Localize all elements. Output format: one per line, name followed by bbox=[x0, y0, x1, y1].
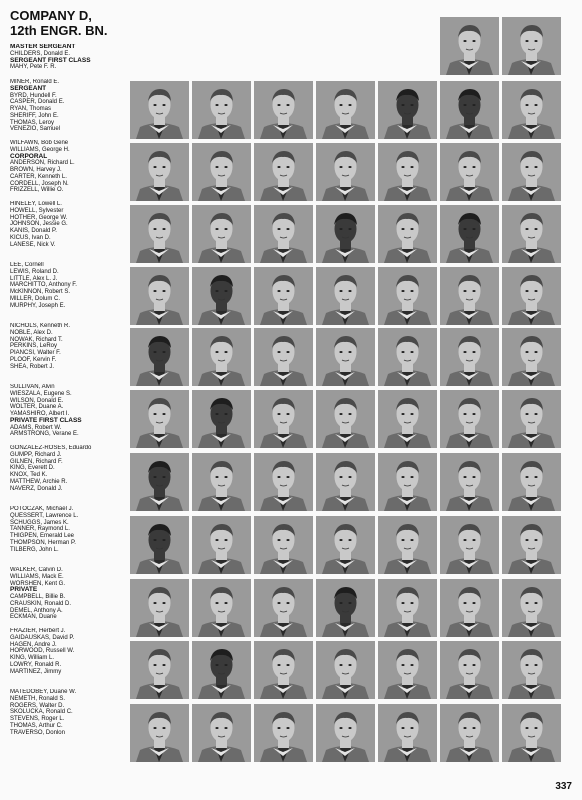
soldier-portrait bbox=[254, 205, 313, 263]
soldier-name: PLOOF, Kervin F. bbox=[10, 356, 57, 363]
soldier-name: GAIDAUSKAS, David P. bbox=[10, 634, 75, 641]
soldier-portrait bbox=[378, 143, 437, 201]
soldier-portrait bbox=[378, 267, 437, 325]
soldier-portrait bbox=[440, 579, 499, 637]
soldier-portrait bbox=[254, 390, 313, 448]
soldier-name: MATEDOBEY, Duane W. bbox=[10, 689, 77, 695]
soldier-name: MARCHITTO, Anthony F. bbox=[10, 282, 77, 289]
soldier-portrait bbox=[440, 453, 499, 511]
roster-group bbox=[10, 323, 128, 384]
soldier-portrait bbox=[254, 641, 313, 699]
soldier-name: CORDELL, Joseph N. bbox=[10, 180, 69, 187]
soldier-portrait bbox=[130, 328, 189, 386]
soldier-name: KING, Everett D. bbox=[10, 465, 55, 472]
soldier-name: CARTER, Kenneth L. bbox=[10, 173, 67, 180]
soldier-name: KNOX, Ted K. bbox=[10, 472, 48, 478]
roster-group bbox=[10, 384, 128, 445]
soldier-portrait bbox=[378, 579, 437, 637]
soldier-name: KANIS, Donald P. bbox=[10, 228, 57, 234]
roster-group bbox=[10, 262, 128, 323]
soldier-portrait bbox=[254, 453, 313, 511]
soldier-portrait bbox=[130, 390, 189, 448]
title-line-1: COMPANY D, bbox=[10, 8, 92, 23]
soldier-name: HOWELL, Sylvester bbox=[10, 207, 64, 214]
soldier-portrait bbox=[502, 641, 561, 699]
soldier-portrait bbox=[502, 516, 561, 574]
soldier-name: WILFAWN, Bob Gene bbox=[10, 140, 69, 146]
soldier-portrait bbox=[316, 641, 375, 699]
soldier-name: MINER, Ronald E. bbox=[10, 79, 60, 85]
rank-heading: SERGEANT FIRST CLASS bbox=[10, 56, 91, 64]
soldier-name: KING, William L. bbox=[10, 655, 55, 661]
soldier-portrait bbox=[192, 453, 251, 511]
soldier-portrait bbox=[192, 81, 251, 139]
roster-group bbox=[10, 79, 128, 140]
soldier-portrait bbox=[378, 516, 437, 574]
soldier-name: LITTLE, Alex L. J. bbox=[10, 275, 58, 282]
soldier-portrait bbox=[192, 205, 251, 263]
soldier-name: MILLER, Dolum C. bbox=[10, 295, 61, 302]
soldier-portrait bbox=[502, 17, 561, 75]
soldier-portrait bbox=[440, 17, 499, 75]
soldier-name: LANESE, Nick V. bbox=[10, 241, 56, 248]
soldier-portrait bbox=[440, 81, 499, 139]
roster-group bbox=[10, 567, 128, 628]
soldier-portrait bbox=[378, 453, 437, 511]
roster-name-list bbox=[10, 44, 128, 750]
soldier-portrait bbox=[378, 205, 437, 263]
soldier-portrait bbox=[192, 516, 251, 574]
soldier-name: THOMPSON, Herman P. bbox=[10, 539, 76, 546]
soldier-name: LOWRY, Ronald R. bbox=[10, 661, 62, 668]
soldier-name: CASPER, Donald E. bbox=[10, 99, 65, 106]
soldier-portrait bbox=[192, 328, 251, 386]
soldier-name: WIESZALA, Eugene S. bbox=[10, 390, 72, 397]
soldier-portrait bbox=[502, 81, 561, 139]
rank-heading: PRIVATE FIRST CLASS bbox=[10, 416, 82, 424]
company-title bbox=[10, 8, 108, 38]
soldier-portrait bbox=[502, 328, 561, 386]
soldier-portrait bbox=[254, 267, 313, 325]
soldier-portrait bbox=[130, 516, 189, 574]
soldier-portrait bbox=[316, 579, 375, 637]
soldier-name: BYRD, Hundell F. bbox=[10, 92, 57, 99]
soldier-portrait bbox=[502, 704, 561, 762]
soldier-name: JOHNSON, Jessie G. bbox=[10, 221, 68, 228]
soldier-name: WORSHEN, Kent G. bbox=[10, 580, 66, 587]
soldier-name: ADAMS, Robert W. bbox=[10, 424, 62, 431]
soldier-portrait bbox=[316, 516, 375, 574]
soldier-portrait bbox=[502, 579, 561, 637]
soldier-portrait bbox=[254, 81, 313, 139]
soldier-portrait bbox=[192, 390, 251, 448]
soldier-name: HINELEY, Lowell L. bbox=[10, 201, 62, 207]
soldier-portrait bbox=[378, 704, 437, 762]
soldier-portrait bbox=[502, 390, 561, 448]
soldier-name: VENEZIO, Samuel bbox=[10, 126, 61, 133]
soldier-name: McKINNON, Robert S. bbox=[10, 289, 71, 295]
page-number: 337 bbox=[555, 781, 572, 792]
soldier-name: WALKER, Calvin D. bbox=[10, 567, 63, 573]
soldier-name: NOBLE, Alex D. bbox=[10, 329, 53, 336]
soldier-name: SHEA, Robert J. bbox=[10, 363, 55, 370]
soldier-name: SKOLUCKA, Ronald C. bbox=[10, 709, 73, 716]
soldier-portrait bbox=[130, 267, 189, 325]
soldier-name: WILLIAMS, George H. bbox=[10, 146, 70, 153]
soldier-name: WILLIAMS, Mack E. bbox=[10, 573, 64, 580]
soldier-name: MARTINEZ, Jimmy bbox=[10, 668, 62, 675]
soldier-name: POTOCZAK, Michael J. bbox=[10, 506, 74, 512]
soldier-name: NAVERZ, Donald J. bbox=[10, 485, 63, 492]
soldier-portrait bbox=[254, 328, 313, 386]
soldier-name: CRAUSKIN, Ronald D. bbox=[10, 600, 72, 607]
soldier-portrait bbox=[254, 704, 313, 762]
soldier-portrait bbox=[378, 81, 437, 139]
soldier-name: RYAN, Thomas bbox=[10, 106, 52, 112]
soldier-name: ROGERS, Walter D. bbox=[10, 702, 65, 709]
soldier-name: SHERIFF, John E. bbox=[10, 112, 59, 119]
soldier-name: CHILDERS, Donald E. bbox=[10, 50, 71, 57]
soldier-portrait bbox=[378, 390, 437, 448]
soldier-portrait bbox=[316, 704, 375, 762]
soldier-name: TANNER, Raymond L. bbox=[10, 526, 70, 533]
soldier-portrait bbox=[440, 267, 499, 325]
soldier-portrait bbox=[192, 267, 251, 325]
soldier-portrait bbox=[502, 205, 561, 263]
soldier-portrait bbox=[316, 205, 375, 263]
soldier-name: YAMASHIRO, Albert I. bbox=[10, 411, 70, 417]
soldier-portrait bbox=[130, 143, 189, 201]
soldier-name: NEMETH, Ronald S. bbox=[10, 695, 66, 702]
soldier-portrait bbox=[316, 328, 375, 386]
soldier-name: SULLIVAN, Alvin bbox=[10, 384, 55, 390]
soldier-portrait bbox=[440, 143, 499, 201]
rank-heading: MASTER SERGEANT bbox=[10, 44, 76, 50]
roster-group bbox=[10, 201, 128, 262]
soldier-name: NOWAK, Richard T. bbox=[10, 336, 63, 343]
soldier-portrait bbox=[316, 143, 375, 201]
soldier-portrait bbox=[254, 516, 313, 574]
soldier-name: DEMEL, Anthony A. bbox=[10, 607, 63, 614]
soldier-portrait bbox=[440, 390, 499, 448]
rank-heading: PRIVATE bbox=[10, 586, 38, 594]
soldier-name: KICUS, Ivan D. bbox=[10, 234, 51, 241]
soldier-name: ARMSTRONG, Verane E. bbox=[10, 431, 79, 438]
soldier-name: MATTHEW, Archie R. bbox=[10, 478, 68, 485]
soldier-name: PERKINS, LeRoy bbox=[10, 343, 58, 350]
soldier-name: SCHUGGS, James K. bbox=[10, 519, 69, 526]
soldier-name: ANDERSON, Richard L. bbox=[10, 160, 75, 167]
soldier-name: GONZALEZ-ROSES, Eduardo bbox=[10, 445, 92, 451]
roster-group bbox=[10, 44, 128, 79]
soldier-portrait bbox=[316, 453, 375, 511]
soldier-name: LEWIS, Roland D. bbox=[10, 268, 59, 275]
soldier-name: QUESSERT, Lawrence L. bbox=[10, 512, 79, 519]
rank-heading: SERGEANT bbox=[10, 84, 47, 92]
soldier-name: HAGEN, Andre J. bbox=[10, 641, 57, 648]
soldier-portrait bbox=[502, 453, 561, 511]
soldier-portrait bbox=[440, 704, 499, 762]
soldier-portrait bbox=[130, 81, 189, 139]
soldier-name: BROWN, Harvey J. bbox=[10, 167, 62, 173]
soldier-name: THOMAS, Leroy bbox=[10, 119, 55, 126]
soldier-name: MURPHY, Joseph E. bbox=[10, 302, 66, 309]
soldier-name: CAMPBELL, Billie B. bbox=[10, 594, 66, 600]
soldier-name: WOLTER, Duane A. bbox=[10, 404, 64, 411]
soldier-portrait bbox=[254, 579, 313, 637]
soldier-name: THOMAS, Arthur C. bbox=[10, 722, 63, 729]
roster-group bbox=[10, 140, 128, 201]
soldier-name: GILNEN, Richard F. bbox=[10, 458, 63, 465]
soldier-portrait bbox=[130, 205, 189, 263]
soldier-portrait bbox=[316, 81, 375, 139]
soldier-portrait bbox=[316, 390, 375, 448]
soldier-portrait bbox=[502, 143, 561, 201]
roster-group bbox=[10, 445, 128, 506]
soldier-name: FRAZIER, Herbert J. bbox=[10, 628, 66, 634]
rank-heading: CORPORAL bbox=[10, 152, 48, 160]
soldier-portrait bbox=[440, 205, 499, 263]
roster-group bbox=[10, 628, 128, 689]
soldier-name: ECKMAN, Duane bbox=[10, 614, 57, 621]
roster-group bbox=[10, 689, 128, 750]
soldier-portrait bbox=[192, 143, 251, 201]
soldier-name: THIGPEN, Emerald Lee bbox=[10, 533, 75, 539]
soldier-portrait bbox=[130, 704, 189, 762]
soldier-name: FRIZZELL, Willie O. bbox=[10, 187, 64, 194]
title-line-2: 12th ENGR. BN. bbox=[10, 23, 108, 38]
soldier-name: HORWOOD, Russell W. bbox=[10, 648, 75, 655]
soldier-portrait bbox=[192, 704, 251, 762]
soldier-portrait bbox=[130, 579, 189, 637]
soldier-name: MAHY, Pete F. R. bbox=[10, 64, 57, 71]
soldier-portrait bbox=[440, 516, 499, 574]
soldier-portrait bbox=[378, 641, 437, 699]
soldier-portrait bbox=[192, 641, 251, 699]
soldier-portrait bbox=[502, 267, 561, 325]
soldier-name: NICHOLS, Kenneth R. bbox=[10, 323, 71, 329]
soldier-name: PIANCSI, Walter F. bbox=[10, 350, 61, 356]
soldier-name: STEVENS, Roger L. bbox=[10, 716, 65, 722]
soldier-name: TRAVERSO, Donlon bbox=[10, 729, 65, 736]
soldier-name: TILBERG, John L. bbox=[10, 546, 59, 553]
soldier-name: HOTHER, George W. bbox=[10, 214, 68, 221]
soldier-portrait bbox=[130, 641, 189, 699]
roster-group bbox=[10, 506, 128, 567]
soldier-name: GUMPP, Richard J. bbox=[10, 451, 62, 458]
soldier-portrait bbox=[254, 143, 313, 201]
soldier-name: LEE, Cornell bbox=[10, 262, 44, 268]
soldier-portrait bbox=[316, 267, 375, 325]
soldier-portrait bbox=[378, 328, 437, 386]
soldier-portrait bbox=[440, 328, 499, 386]
soldier-portrait bbox=[130, 453, 189, 511]
soldier-name: WILSON, Donald E. bbox=[10, 397, 64, 404]
soldier-portrait bbox=[440, 641, 499, 699]
soldier-portrait bbox=[192, 579, 251, 637]
